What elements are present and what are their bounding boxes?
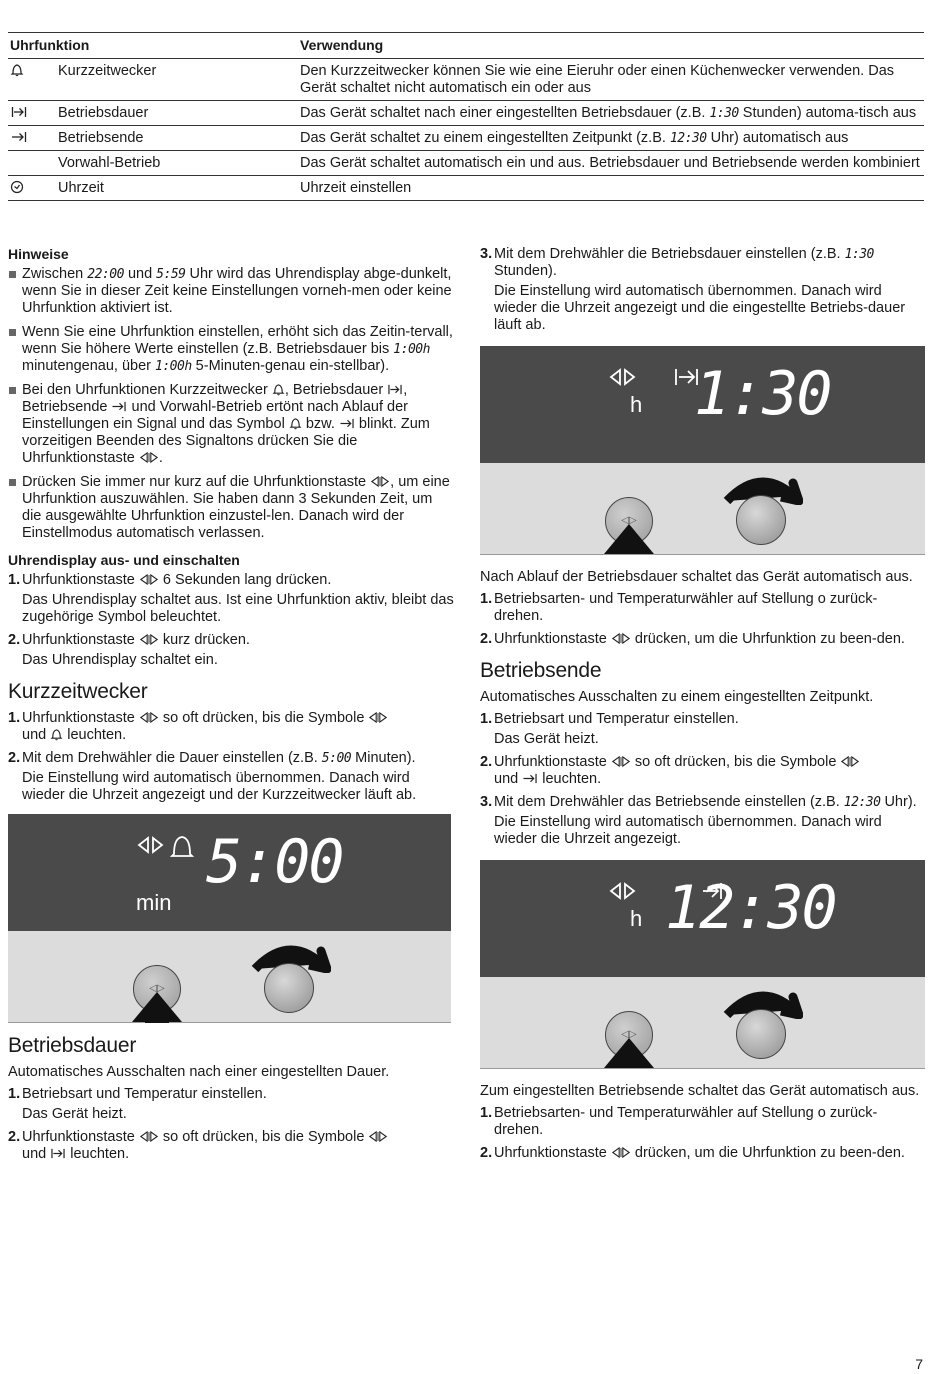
- clock-key-icon: [139, 451, 159, 464]
- text: so oft drücken, bis die Symbole: [158, 1129, 369, 1145]
- display-screen: [480, 860, 925, 977]
- step-result: Das Gerät heizt.: [22, 1106, 127, 1122]
- text: 6 Sekunden lang drücken.: [158, 572, 332, 588]
- clock-key-icon: [368, 1130, 388, 1143]
- segment-value: 12:30: [843, 795, 881, 810]
- clock-key-icon: [370, 475, 390, 488]
- end-time-icon: [339, 417, 355, 430]
- segment-value: 1:30: [709, 106, 739, 121]
- display-digits: 1:30: [694, 359, 831, 429]
- left-column: [8, 246, 455, 1166]
- text: Uhrfunktionstaste: [494, 1145, 611, 1161]
- segment-value: 1:00h: [155, 359, 192, 374]
- step-number: 2.: [8, 1129, 21, 1145]
- page-number: 7: [915, 1356, 923, 1372]
- display-digits: 5:00: [206, 827, 343, 897]
- display-symbols: [608, 364, 708, 392]
- step-item: [8, 750, 455, 767]
- text: Bei den Uhrfunktionen Kurzzeitwecker: [22, 382, 272, 398]
- clock-key-icon: [611, 755, 631, 768]
- duration-icon: [10, 105, 28, 119]
- step-item: [8, 572, 455, 589]
- text: Mit dem Drehwähler das Betriebsende einstellen (z.B.: [494, 794, 844, 810]
- press-arrow-stem: [145, 1022, 169, 1023]
- text: Betriebsart und Temperatur einstellen.: [494, 711, 739, 727]
- step-item: [8, 1086, 455, 1103]
- note-item: [8, 324, 455, 375]
- text: Uhrfunktionstaste: [22, 1129, 139, 1145]
- display-unit: h: [630, 906, 643, 931]
- note-item: [8, 474, 455, 542]
- note-item: [8, 382, 455, 467]
- text: drücken, um die Uhrfunktion zu been-den.: [630, 631, 905, 647]
- section-heading: Kurzzeitwecker: [8, 680, 148, 703]
- step-item: [480, 1145, 925, 1162]
- text: Betriebsarten- und Temperaturwähler auf Stellung o zurück-drehen.: [494, 1105, 878, 1138]
- table-row: [8, 126, 924, 151]
- text: Minuten).: [351, 750, 416, 766]
- duration-icon: [387, 383, 403, 396]
- step-item: [480, 591, 925, 625]
- right-column: [480, 246, 925, 1165]
- step-number: 1.: [480, 1105, 493, 1121]
- table-row: [8, 151, 924, 176]
- text: leuchten.: [538, 771, 602, 787]
- segment-value: 22:00: [87, 267, 124, 282]
- step-number: 2.: [480, 1145, 493, 1161]
- text: so oft drücken, bis die Symbole: [630, 754, 841, 770]
- table-cell-usage: Uhrzeit einstellen: [300, 176, 924, 201]
- clock-key-icon: [139, 633, 159, 646]
- section-intro: Automatisches Ausschalten zu einem eingestellten Zeitpunkt.: [480, 689, 874, 705]
- clock-key-icon: [139, 1130, 159, 1143]
- table-cell-usage: [300, 101, 924, 126]
- step-item: [8, 710, 455, 744]
- rotary-knob[interactable]: [736, 495, 786, 545]
- control-area: [8, 931, 451, 1023]
- table-cell-name: Uhrzeit: [58, 176, 300, 201]
- end-time-icon: [522, 772, 538, 785]
- section-heading: Betriebsdauer: [8, 1034, 137, 1057]
- clock-key-icon: [840, 755, 860, 768]
- text: , Betriebsende: [22, 382, 408, 415]
- text: Uhrfunktionstaste: [22, 632, 139, 648]
- step-result: Das Uhrendisplay schaltet aus. Ist eine Uhrfunktion aktiv, bleibt das zugehörige Symbol beleuchtet.: [22, 592, 454, 625]
- step-number: 3.: [480, 794, 493, 810]
- step-number: 2.: [8, 750, 21, 766]
- end-time-icon: [10, 130, 28, 144]
- step-item: [8, 1129, 455, 1163]
- text: Uhr wird das Uhrendisplay abge-dunkelt, wenn Sie in dieser Zeit keine Einstellungen vorneh-men oder keine Uhrfunktion aktiviert ist.: [22, 266, 452, 316]
- clock-key-icon: [611, 632, 631, 645]
- step-result: Das Gerät heizt.: [494, 731, 599, 747]
- text: Wenn Sie eine Uhrfunktion einstellen, erhöht sich das Zeitin-tervall, wenn Sie höhere Werte einstellen (z.B. Betriebsdauer bis: [22, 324, 453, 357]
- clock-function-button[interactable]: ◁▷: [605, 497, 653, 545]
- end-time-icon: [111, 400, 127, 413]
- table-cell-name: Betriebsende: [58, 126, 300, 151]
- clock-function-button[interactable]: ◁▷: [133, 965, 181, 1013]
- bell-icon: [50, 728, 63, 741]
- paragraph: Nach Ablauf der Betriebsdauer schaltet das Gerät automatisch aus.: [480, 569, 913, 585]
- table-header-usage: Verwendung: [300, 33, 924, 59]
- step-number: 2.: [8, 632, 21, 648]
- clock-key-icon: [611, 1146, 631, 1159]
- text: 5-Minuten-genau ein-stellbar).: [191, 358, 390, 374]
- segment-value: 1:30: [844, 247, 874, 262]
- text: und: [22, 1146, 51, 1162]
- bell-icon: [10, 63, 24, 77]
- text: Uhr).: [880, 794, 917, 810]
- step-result: Das Uhrendisplay schaltet ein.: [22, 652, 218, 668]
- table-cell-usage: Den Kurzzeitwecker können Sie wie eine Eieruhr oder einen Küchenwecker verwenden. Das Gerät schaltet nicht automatisch ein oder aus: [300, 59, 924, 101]
- notes-title: Hinweise: [8, 246, 69, 262]
- display-digits: 12:30: [665, 873, 836, 943]
- control-area: [480, 977, 925, 1069]
- text: blinkt. Zum vorzeitigen Beenden des Signaltons drücken Sie die Uhrfunktionstaste: [22, 416, 430, 466]
- text: leuchten.: [63, 727, 127, 743]
- text: Mit dem Drehwähler die Dauer einstellen (z.B.: [22, 750, 322, 766]
- step-item: [480, 754, 925, 788]
- segment-value: 5:00: [321, 751, 352, 766]
- text: minutengenau, über: [22, 358, 156, 374]
- table-cell-usage: Das Gerät schaltet automatisch ein und aus. Betriebsdauer und Betriebsende werden kombiniert: [300, 151, 924, 176]
- step-item: [480, 1105, 925, 1139]
- step-number: 1.: [8, 710, 21, 726]
- clock-key-icon: [368, 711, 388, 724]
- text: , um eine Uhrfunktion auszuwählen. Sie haben dann 3 Sekunden Zeit, um die ausgewählte Uhrfunktion einzustel-len. Danach wird der Einstellmodus automatisch verlassen.: [22, 474, 450, 541]
- step-number: 1.: [8, 1086, 21, 1102]
- segment-value: 5:59: [156, 267, 186, 282]
- text: bzw.: [301, 416, 339, 432]
- text: Uhr) automatisch aus: [706, 130, 849, 146]
- press-arrow-icon: [604, 524, 654, 554]
- display-screen: [8, 814, 451, 931]
- segment-value: 1:00h: [393, 342, 430, 357]
- step-result: Die Einstellung wird automatisch übernommen. Danach wird wieder die Uhrzeit angezeigt und der Kurzzeitwecker läuft ab.: [22, 770, 417, 803]
- clock-function-button[interactable]: ◁▷: [605, 1011, 653, 1059]
- segment-value: 12:30: [669, 131, 707, 146]
- step-item: [480, 711, 925, 728]
- table-row: [8, 101, 924, 126]
- note-item: [8, 266, 455, 317]
- clock-icon: [10, 180, 24, 194]
- display-panel: [8, 814, 451, 1023]
- step-item: [8, 632, 455, 649]
- section-title: Uhrendisplay aus- und einschalten: [8, 552, 240, 568]
- text: Das Gerät schaltet nach einer eingestellten Betriebsdauer (z.B.: [300, 105, 710, 121]
- table-cell-name: Betriebsdauer: [58, 101, 300, 126]
- table-row: [8, 176, 924, 201]
- press-arrow-icon: [132, 992, 182, 1022]
- bell-icon: [289, 417, 302, 430]
- text: und: [22, 727, 51, 743]
- text: Betriebsarten- und Temperaturwähler auf Stellung o zurück-drehen.: [494, 591, 878, 624]
- text: und: [123, 266, 157, 282]
- rotary-knob[interactable]: [264, 963, 314, 1013]
- text: drücken, um die Uhrfunktion zu been-den.: [630, 1145, 905, 1161]
- step-number: 1.: [8, 572, 21, 588]
- display-screen: [480, 346, 925, 463]
- step-item: [480, 631, 925, 648]
- rotary-knob[interactable]: [736, 1009, 786, 1059]
- display-symbols: [136, 832, 198, 860]
- text: Uhrfunktionstaste: [22, 710, 139, 726]
- step-result: Die Einstellung wird automatisch übernommen. Danach wird wieder die Uhrzeit angezeigt und die eingestellte Betriebs-dauer läuft ab.: [494, 283, 906, 333]
- step-number: 1.: [480, 711, 493, 727]
- text: Zwischen: [22, 266, 88, 282]
- step-number: 2.: [480, 754, 493, 770]
- display-panel: [480, 346, 925, 555]
- text: Stunden).: [494, 263, 557, 279]
- section-intro: Automatisches Ausschalten nach einer eingestellten Dauer.: [8, 1064, 390, 1080]
- table-header-function: Uhrfunktion: [8, 33, 300, 59]
- duration-icon: [50, 1147, 66, 1160]
- text: leuchten.: [66, 1146, 130, 1162]
- table-cell-name: Kurzzeitwecker: [58, 59, 300, 101]
- clock-key-icon: [139, 573, 159, 586]
- step-result: Die Einstellung wird automatisch übernommen. Danach wird wieder die Uhrzeit angezeigt.: [494, 814, 882, 847]
- text: , Betriebsdauer: [284, 382, 388, 398]
- paragraph: Zum eingestellten Betriebsende schaltet das Gerät automatisch aus.: [480, 1083, 920, 1099]
- table-cell-usage: [300, 126, 924, 151]
- section-heading: Betriebsende: [480, 659, 602, 682]
- step-item: [480, 246, 925, 280]
- clock-key-icon: [139, 711, 159, 724]
- display-unit: h: [630, 392, 643, 417]
- text: Mit dem Drehwähler die Betriebsdauer einstellen (z.B.: [494, 246, 845, 262]
- text: Uhrfunktionstaste: [494, 631, 611, 647]
- text: .: [158, 450, 163, 466]
- bell-icon: [272, 383, 285, 396]
- table-row: [8, 59, 924, 101]
- control-area: [480, 463, 925, 555]
- text: Betriebsart und Temperatur einstellen.: [22, 1086, 267, 1102]
- display-unit: min: [136, 890, 172, 915]
- display-panel: [480, 860, 925, 1069]
- step-number: 3.: [480, 246, 493, 262]
- step-number: 2.: [480, 631, 493, 647]
- text: und Vorwahl-Betrieb ertönt nach Ablauf der Einstellungen ein Signal und das Symbol: [22, 399, 408, 432]
- text: Stunden) automa-tisch aus: [738, 105, 917, 121]
- step-number: 1.: [480, 591, 493, 607]
- step-item: [480, 794, 925, 811]
- text: kurz drücken.: [158, 632, 250, 648]
- text: Uhrfunktionstaste: [22, 572, 139, 588]
- press-arrow-icon: [604, 1038, 654, 1068]
- text: so oft drücken, bis die Symbole: [158, 710, 369, 726]
- text: und: [494, 771, 523, 787]
- text: Uhrfunktionstaste: [494, 754, 611, 770]
- clock-function-table: [8, 32, 924, 201]
- text: Das Gerät schaltet zu einem eingestellten Zeitpunkt (z.B.: [300, 130, 670, 146]
- text: Drücken Sie immer nur kurz auf die Uhrfunktionstaste: [22, 474, 371, 490]
- table-cell-name: Vorwahl-Betrieb: [58, 151, 300, 176]
